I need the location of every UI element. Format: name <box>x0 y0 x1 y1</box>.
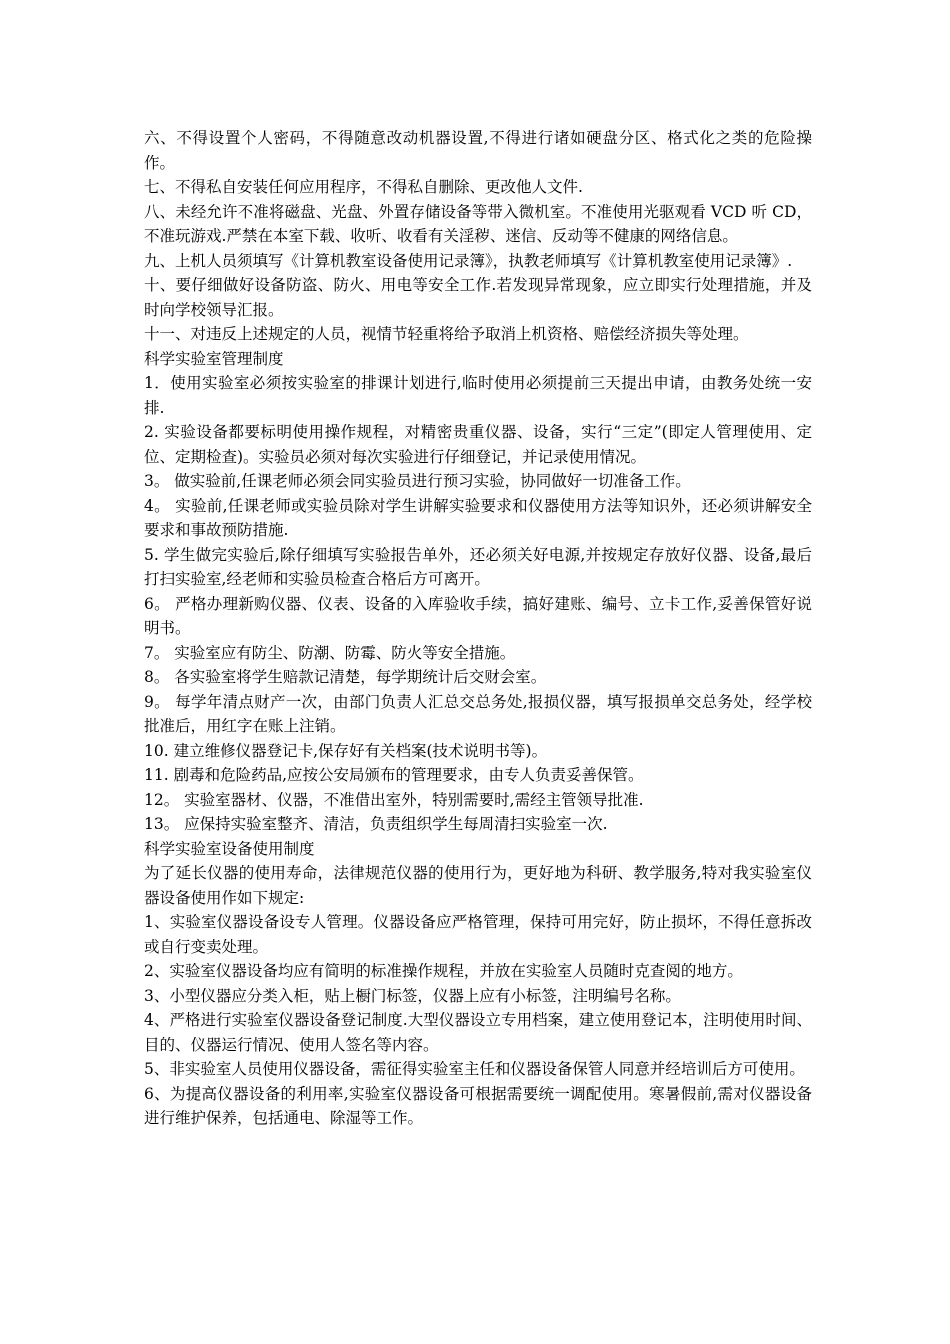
lab-rule-5: 5. 学生做完实验后,除仔细填写实验报告单外，还必须关好电源,并按规定存放好仪器、设备,最后打扫实验室,经老师和实验员检查合格后方可离开。 <box>144 545 812 588</box>
rule-11: 十一、对违反上述规定的人员，视情节轻重将给予取消上机资格、赔偿经济损失等处理。 <box>144 325 749 343</box>
lab-rule-8: 8。 各实验室将学生赔款记清楚，每学期统计后交财会室。 <box>144 668 547 686</box>
lab-rule-9: 9。 每学年清点财产一次，由部门负责人汇总交总务处,报损仪器，填写报损单交总务处，经学校批准后，用红字在账上注销。 <box>144 692 812 735</box>
section-title-equipment-use: 科学实验室设备使用制度 <box>144 839 315 858</box>
equipment-rule-4: 4、严格进行实验室仪器设备登记制度.大型仪器设立专用档案，建立使用登记本，注明使用时间、目的、仪器运行情况、使用人签名等内容。 <box>144 1011 812 1054</box>
section-title-lab-management: 科学实验室管理制度 <box>144 349 284 368</box>
lab-rule-7: 7。 实验室应有防尘、防潮、防霉、防火等安全措施。 <box>144 643 516 662</box>
rule-7: 七、不得私自安装任何应用程序，不得私自删除、更改他人文件. <box>144 178 583 196</box>
equipment-intro: 为了延长仪器的使用寿命，法律规范仪器的使用行为，更好地为科研、教学服务,特对我实验室仪器设备使用作如下规定: <box>144 864 812 907</box>
lab-rule-10: 10. 建立维修仪器登记卡,保存好有关档案(技术说明书等)。 <box>144 741 548 760</box>
equipment-rule-5: 5、非实验室人员使用仪器设备，需征得实验室主任和仪器设备保管人同意并经培训后方可使用。 <box>144 1060 805 1078</box>
equipment-rule-6: 6、为提高仪器设备的利用率,实验室仪器设备可根据需要统一调配使用。寒暑假前,需对仪器设备进行维护保养，包括通电、除湿等工作。 <box>144 1084 812 1127</box>
lab-rule-3: 3。 做实验前,任课老师必须会同实验员进行预习实验，协同做好一切准备工作。 <box>144 472 691 490</box>
document-body <box>144 126 812 1131</box>
equipment-rule-3: 3、小型仪器应分类入柜，贴上橱门标签，仪器上应有小标签，注明编号名称。 <box>144 986 681 1005</box>
lab-rule-6: 6。 严格办理新购仪器、仪表、设备的入库验收手续，搞好建账、编号、立卡工作,妥善保管好说明书。 <box>144 594 812 637</box>
equipment-rule-2: 2、实验室仪器设备均应有简明的标准操作规程，并放在实验室人员随时克查阅的地方。 <box>144 962 743 980</box>
lab-rule-12: 12。 实验室器材、仪器，不准借出室外，特别需要时,需经主管领导批准. <box>144 790 644 809</box>
rule-8: 八、未经允许不准将磁盘、光盘、外置存储设备等带入微机室。不准使用光驱观看 VCD 听 CD，不准玩游戏.严禁在本室下载、收听、收看有关淫秽、迷信、反动等不健康的网络信息。 <box>144 202 812 245</box>
rule-6: 六、不得设置个人密码，不得随意改动机器设置,不得进行诸如硬盘分区、格式化之类的危险操作。 <box>144 129 812 172</box>
equipment-rule-1: 1、实验室仪器设备设专人管理。仪器设备应严格管理，保持可用完好，防止损坏，不得任意拆改或自行变卖处理。 <box>144 913 812 956</box>
lab-rule-13: 13。 应保持实验室整齐、清洁，负责组织学生每周清扫实验室一次. <box>144 815 608 833</box>
rule-9: 九、上机人员须填写《计算机教室设备使用记录簿》，执教老师填写《计算机教室使用记录簿》. <box>144 251 793 270</box>
lab-rule-4: 4。 实验前,任课老师或实验员除对学生讲解实验要求和仪器使用方法等知识外，还必须讲解安全要求和事故预防措施. <box>144 496 812 539</box>
lab-rule-1: 1．使用实验室必须按实验室的排课计划进行,临时使用必须提前三天提出申请，由教务处统一安排. <box>144 374 812 417</box>
lab-rule-2: 2. 实验设备都要标明使用操作规程，对精密贵重仪器、设备，实行“三定”(即定人管理使用、定位、定期检查)。实验员必须对每次实验进行仔细登记，并记录使用情况。 <box>144 423 812 466</box>
rule-10: 十、要仔细做好设备防盗、防火、用电等安全工作.若发现异常现象，应立即实行处理措施，并及时向学校领导汇报。 <box>144 276 812 319</box>
lab-rule-11: 11. 剧毒和危险药品,应按公安局颁布的管理要求，由专人负责妥善保管。 <box>144 766 644 784</box>
